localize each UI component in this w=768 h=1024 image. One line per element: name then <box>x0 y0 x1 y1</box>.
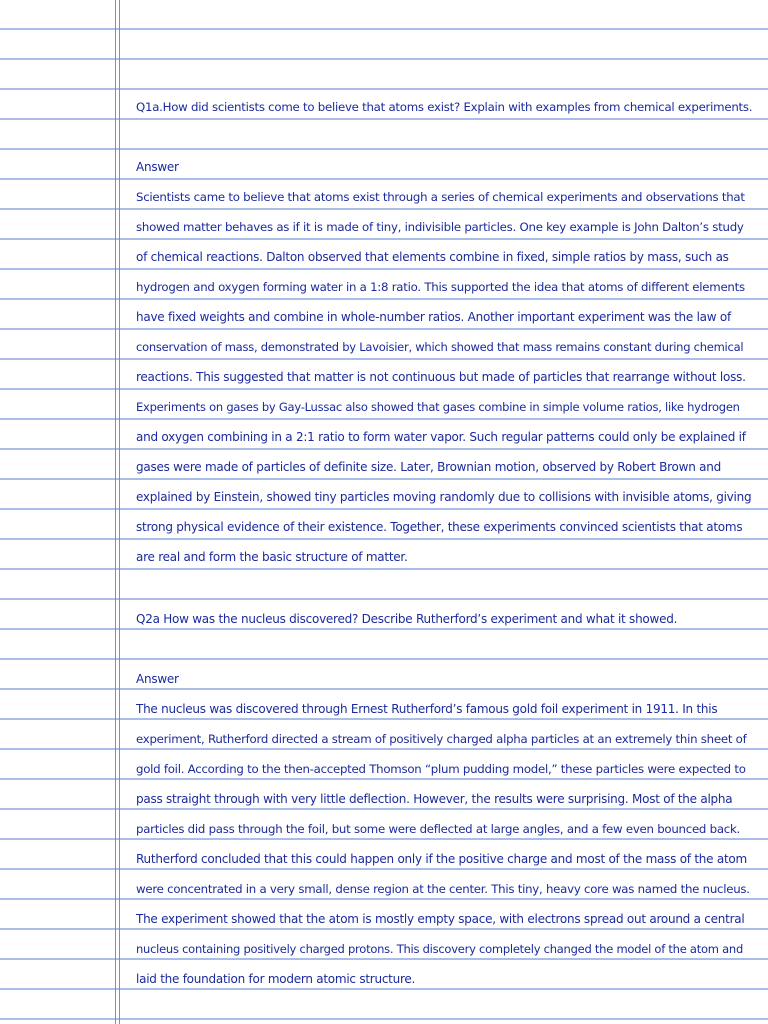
answer-1-line: Experiments on gases by Gay-Lussac also showed that gases combine in simple volume ratios, like hydrogen <box>136 400 740 414</box>
answer-1-label: Answer <box>136 160 179 174</box>
answer-2-label: Answer <box>136 672 179 686</box>
answer-2-line: were concentrated in a very small, dense region at the center. This tiny, heavy core was named the nucleus. <box>136 882 750 896</box>
margin-line-inner <box>119 0 120 1024</box>
answer-2-line: laid the foundation for modern atomic structure. <box>136 972 416 986</box>
answer-1-line: showed matter behaves as if it is made of tiny, indivisible particles. One key example is John Dalton’s study <box>136 220 744 234</box>
answer-2-line: experiment, Rutherford directed a stream of positively charged alpha particles at an extremely thin sheet of <box>136 732 747 746</box>
answer-1-line: are real and form the basic structure of matter. <box>136 550 408 564</box>
answer-1-line: Scientists came to believe that atoms exist through a series of chemical experiments and observations that <box>136 190 745 204</box>
answer-1-line: hydrogen and oxygen forming water in a 1:8 ratio. This supported the idea that atoms of different elements <box>136 280 745 294</box>
answer-2-line: Rutherford concluded that this could happen only if the positive charge and most of the mass of the atom <box>136 852 747 866</box>
question-1: Q1a.How did scientists come to believe that atoms exist? Explain with examples from chemical experiments. <box>136 100 752 114</box>
answer-2-line: The nucleus was discovered through Ernest Rutherford’s famous gold foil experiment in 1911. In this <box>136 702 718 716</box>
answer-2-line: gold foil. According to the then-accepted Thomson “plum pudding model,” these particles were expected to <box>136 762 746 776</box>
answer-1-line: of chemical reactions. Dalton observed that elements combine in fixed, simple ratios by mass, such as <box>136 250 729 264</box>
answer-1-line: reactions. This suggested that matter is not continuous but made of particles that rearrange without loss. <box>136 370 746 384</box>
question-2: Q2a How was the nucleus discovered? Describe Rutherford’s experiment and what it showed. <box>136 612 678 626</box>
answer-1-line: gases were made of particles of definite size. Later, Brownian motion, observed by Robert Brown and <box>136 460 721 474</box>
answer-2-line: pass straight through with very little deflection. However, the results were surprising. Most of the alpha <box>136 792 733 806</box>
answer-1-line: conservation of mass, demonstrated by Lavoisier, which showed that mass remains constant during chemical <box>136 340 744 354</box>
answer-2-line: The experiment showed that the atom is mostly empty space, with electrons spread out around a central <box>136 912 745 926</box>
answer-1-line: explained by Einstein, showed tiny particles moving randomly due to collisions with invisible atoms, giving <box>136 490 752 504</box>
answer-2-line: nucleus containing positively charged protons. This discovery completely changed the model of the atom and <box>136 942 744 956</box>
margin-line-outer <box>115 0 116 1024</box>
answer-2-line: particles did pass through the foil, but some were deflected at large angles, and a few even bounced back. <box>136 822 741 836</box>
answer-1-line: have fixed weights and combine in whole-number ratios. Another important experiment was the law of <box>136 310 731 324</box>
answer-1-line: and oxygen combining in a 2:1 ratio to form water vapor. Such regular patterns could only be explained if <box>136 430 746 444</box>
answer-1-line: strong physical evidence of their existence. Together, these experiments convinced scientists that atoms <box>136 520 743 534</box>
